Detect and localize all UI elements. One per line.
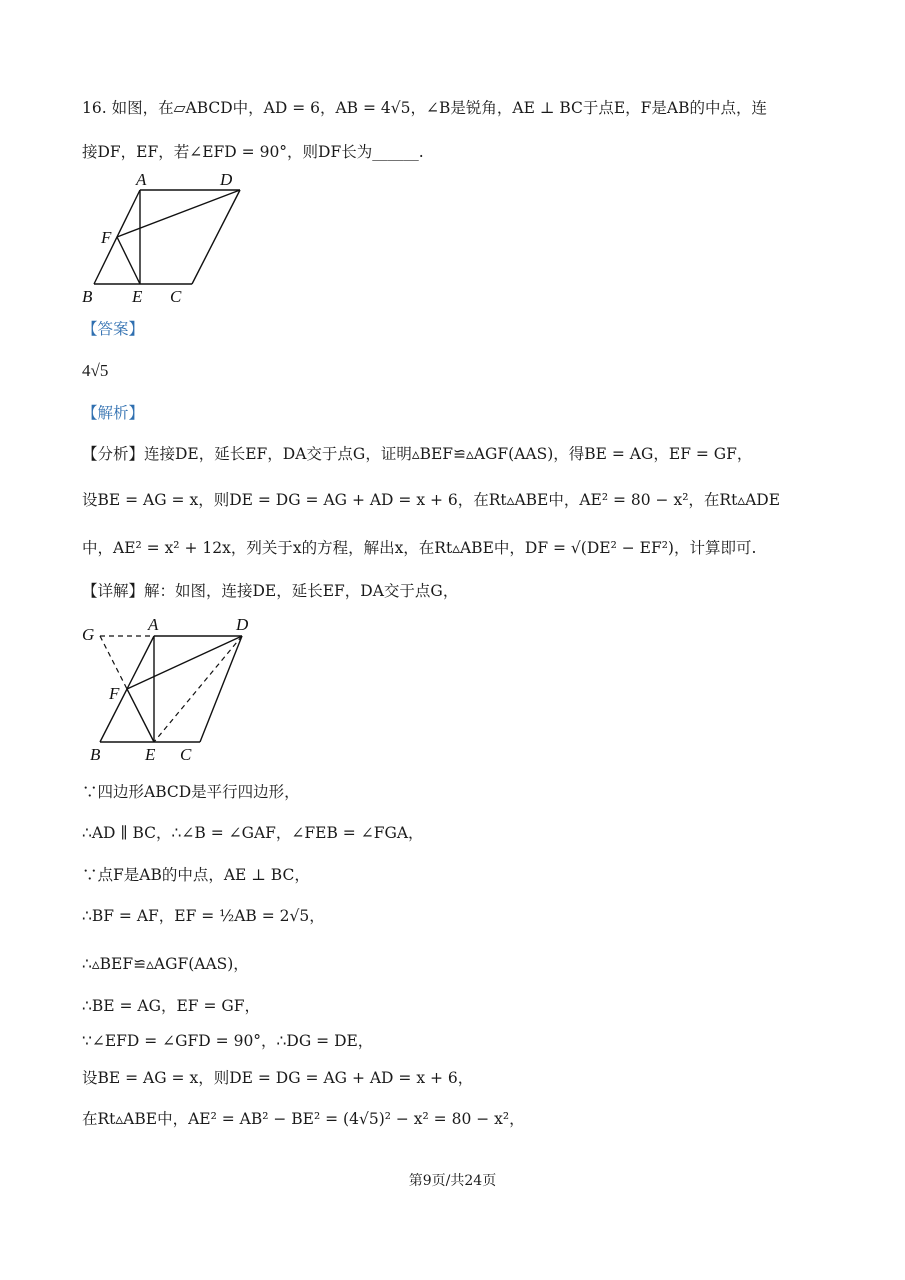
step-9: 在Rt▵ABE中，AE² = AB² − BE² = (4√5)² − x² = 80 − x²， bbox=[82, 1110, 525, 1128]
label-D: D bbox=[220, 170, 233, 189]
step-4: ∴BF = AF，EF = ½AB = 2√5， bbox=[82, 907, 325, 925]
label-D: D bbox=[236, 615, 249, 634]
label-B: B bbox=[82, 287, 93, 306]
page-footer: 第9页/共24页 bbox=[408, 1173, 497, 1189]
answer-tag: 【答案】 bbox=[82, 320, 145, 338]
label-A: A bbox=[148, 615, 159, 634]
figure-construction bbox=[82, 612, 282, 772]
analysis-line-2: 设BE = AG = x，则DE = DG = AG + AD = x + 6，在Rt▵ABE中，AE² = 80 − x²，在Rt▵ADE bbox=[82, 491, 781, 509]
label-E: E bbox=[132, 287, 143, 306]
label-C: C bbox=[180, 745, 192, 764]
step-6: ∴BE = AG，EF = GF， bbox=[82, 997, 261, 1015]
label-C: C bbox=[170, 287, 182, 306]
problem-line-1: 16. 如图，在▱ABCD中，AD = 6，AB = 4√5，∠B是锐角，AE ⊥ BC于点E，F是AB的中点，连 bbox=[82, 99, 768, 117]
segment-GF-dashed bbox=[100, 636, 127, 689]
step-1: ∵四边形ABCD是平行四边形， bbox=[82, 783, 300, 801]
answer-value: 4√5 bbox=[82, 361, 109, 380]
step-2: ∴AD ∥ BC，∴∠B = ∠GAF，∠FEB = ∠FGA， bbox=[82, 824, 424, 842]
label-B: B bbox=[90, 745, 101, 764]
detail-intro: 【详解】解：如图，连接DE，延长EF，DA交于点G， bbox=[82, 582, 459, 600]
problem-line-2: 接DF，EF，若∠EFD = 90°，则DF长为______. bbox=[82, 143, 424, 161]
label-F: F bbox=[109, 684, 120, 703]
step-7: ∵∠EFD = ∠GFD = 90°，∴DG = DE， bbox=[82, 1032, 374, 1050]
label-A: A bbox=[136, 170, 147, 189]
segment-FE bbox=[117, 237, 140, 284]
label-E: E bbox=[145, 745, 156, 764]
step-3: ∵点F是AB的中点，AE ⊥ BC， bbox=[82, 866, 310, 884]
analysis-line-1: 【分析】连接DE，延长EF，DA交于点G，证明▵BEF≌▵AGF(AAS)，得BE = AG，EF = GF， bbox=[82, 445, 753, 463]
label-F: F bbox=[101, 228, 112, 247]
step-5: ∴▵BEF≌▵AGF(AAS)， bbox=[82, 955, 249, 973]
segment-DE-dashed bbox=[154, 636, 242, 742]
segment-FE bbox=[127, 689, 154, 742]
label-G: G bbox=[82, 625, 95, 644]
analysis-tag: 【解析】 bbox=[82, 404, 145, 422]
figure-parallelogram bbox=[82, 168, 262, 308]
analysis-line-3: 中，AE² = x² + 12x，列关于x的方程，解出x，在Rt▵ABE中，DF = √(DE² − EF²)，计算即可. bbox=[82, 539, 757, 557]
step-8: 设BE = AG = x，则DE = DG = AG + AD = x + 6， bbox=[82, 1069, 474, 1087]
segment-DC bbox=[192, 190, 240, 284]
segment-FD bbox=[117, 190, 240, 237]
